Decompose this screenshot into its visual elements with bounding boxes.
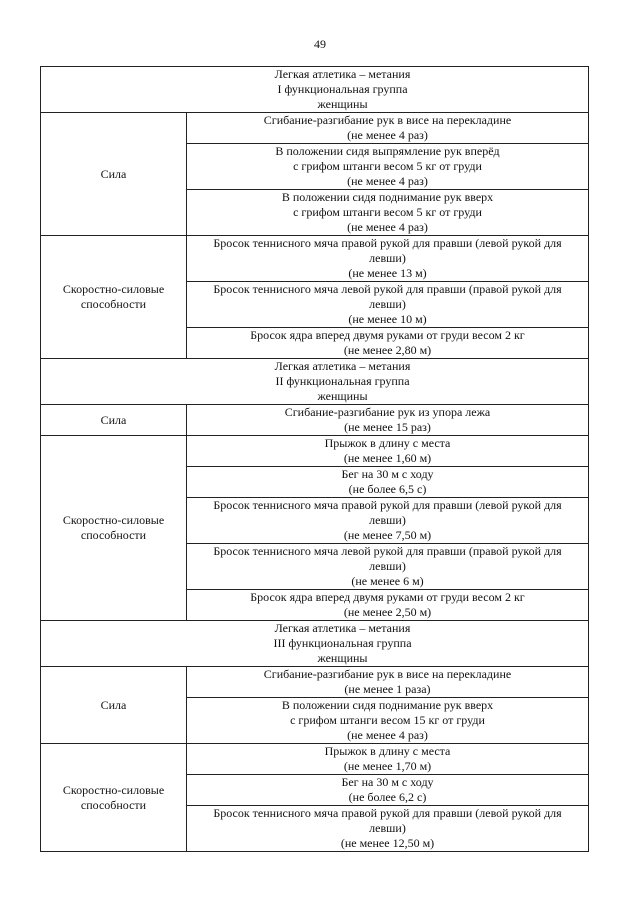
- test-cell: [187, 590, 589, 621]
- test-cell: [187, 405, 589, 436]
- test-text-line: левши): [369, 821, 406, 835]
- section-header-row: [41, 67, 589, 113]
- test-text-line: (не менее 4 раз): [347, 128, 428, 142]
- test-cell: [187, 744, 589, 775]
- test-text-line: Сгибание-разгибание рук из упора лежа: [284, 405, 491, 419]
- test-text-line: левши): [369, 513, 406, 527]
- section-title-line: Легкая атлетика – метания: [274, 621, 411, 635]
- test-cell: [187, 436, 589, 467]
- section-title-line: женщины: [317, 651, 368, 665]
- test-text-line: (не менее 1,70 м): [343, 759, 432, 773]
- test-text-line: (не менее 15 раз): [344, 420, 431, 434]
- test-text-line: В положении сидя поднимание рук вверх: [281, 698, 494, 712]
- page-number: 49: [314, 37, 326, 51]
- table-row: [41, 667, 589, 698]
- section-header-row: [41, 621, 589, 667]
- test-cell: [187, 467, 589, 498]
- section-title: [41, 359, 589, 405]
- section-title-line: II функциональная группа: [275, 374, 410, 388]
- test-cell: [187, 498, 589, 544]
- norms-table-body: [41, 67, 589, 852]
- category-name-line: способности: [80, 297, 147, 311]
- test-text-line: Прыжок в длину с места: [324, 436, 451, 450]
- test-text-line: (не менее 2,80 м): [343, 343, 432, 357]
- test-text-line: В положении сидя выпрямление рук вперёд: [275, 144, 500, 158]
- test-text-line: Прыжок в длину с места: [324, 744, 451, 758]
- test-text-line: (не более 6,5 с): [348, 482, 427, 496]
- test-text-line: левши): [369, 251, 406, 265]
- test-text-line: (не менее 2,50 м): [343, 605, 432, 619]
- test-text-line: (не менее 12,50 м): [340, 836, 435, 850]
- test-cell: [187, 144, 589, 190]
- test-text-line: левши): [369, 297, 406, 311]
- test-cell: [187, 806, 589, 852]
- test-text-line: (не менее 7,50 м): [343, 528, 432, 542]
- test-cell: [187, 698, 589, 744]
- test-text-line: Бросок теннисного мяча правой рукой для правши (левой рукой для: [213, 236, 562, 250]
- test-cell: [187, 236, 589, 282]
- test-text-line: Бросок теннисного мяча правой рукой для правши (левой рукой для: [213, 498, 562, 512]
- category-name-line: способности: [80, 528, 147, 542]
- norms-table: [40, 66, 589, 852]
- table-row: [41, 436, 589, 467]
- category-cell: [41, 436, 187, 621]
- category-name-line: Сила: [100, 166, 127, 181]
- section-title-line: женщины: [317, 97, 368, 111]
- test-text-line: Сгибание-разгибание рук в висе на перекладине: [263, 667, 512, 681]
- test-text-line: Бег на 30 м с ходу: [341, 775, 434, 789]
- test-text-line: Сгибание-разгибание рук в висе на перекладине: [263, 113, 512, 127]
- test-text-line: (не менее 6 м): [351, 574, 424, 588]
- test-text-line: Бросок теннисного мяча левой рукой для правши (правой рукой для: [213, 544, 562, 558]
- category-cell: [41, 405, 187, 436]
- section-title-line: Легкая атлетика – метания: [274, 67, 411, 81]
- test-cell: [187, 775, 589, 806]
- section-title-line: I функциональная группа: [277, 82, 408, 96]
- category-cell: [41, 744, 187, 852]
- section-title-line: Легкая атлетика – метания: [274, 359, 411, 373]
- category-cell: [41, 236, 187, 359]
- category-cell: [41, 667, 187, 744]
- test-text-line: с грифом штанги весом 5 кг от груди: [293, 159, 482, 173]
- test-text-line: (не менее 10 м): [348, 312, 427, 326]
- category-cell: [41, 113, 187, 236]
- test-text-line: (не менее 1 раза): [344, 682, 431, 696]
- table-row: [41, 405, 589, 436]
- test-text-line: левши): [369, 559, 406, 573]
- table-row: [41, 744, 589, 775]
- test-text-line: (не менее 4 раз): [347, 174, 428, 188]
- test-cell: [187, 328, 589, 359]
- table-row: [41, 236, 589, 282]
- category-name-line: Скоростно-силовые: [62, 282, 165, 296]
- test-text-line: с грифом штанги весом 15 кг от груди: [290, 713, 485, 727]
- test-cell: [187, 544, 589, 590]
- test-text-line: Бросок теннисного мяча левой рукой для правши (правой рукой для: [213, 282, 562, 296]
- category-name-line: Сила: [100, 697, 127, 712]
- test-text-line: Бросок ядра вперед двумя руками от груди весом 2 кг: [250, 328, 525, 342]
- category-name-line: Сила: [100, 412, 127, 427]
- table-row: [41, 113, 589, 144]
- test-cell: [187, 667, 589, 698]
- category-name-line: способности: [80, 797, 147, 812]
- test-text-line: Бег на 30 м с ходу: [341, 467, 434, 481]
- category-name-line: Скоростно-силовые: [62, 513, 165, 527]
- test-text-line: В положении сидя поднимание рук вверх: [281, 190, 494, 204]
- test-cell: [187, 282, 589, 328]
- category-name-line: Скоростно-силовые: [62, 782, 165, 797]
- test-text-line: (не менее 4 раз): [347, 220, 428, 234]
- test-text-line: (не менее 1,60 м): [343, 451, 432, 465]
- test-text-line: (не менее 13 м): [348, 266, 427, 280]
- test-text-line: с грифом штанги весом 5 кг от груди: [293, 205, 482, 219]
- section-title-line: женщины: [317, 389, 368, 403]
- test-text-line: (не более 6,2 с): [348, 790, 427, 804]
- section-title: [41, 621, 589, 667]
- test-text-line: Бросок ядра вперед двумя руками от груди весом 2 кг: [250, 590, 525, 604]
- test-cell: [187, 113, 589, 144]
- section-title: [41, 67, 589, 113]
- test-text-line: (не менее 4 раз): [347, 728, 428, 742]
- section-title-line: III функциональная группа: [273, 636, 412, 650]
- test-text-line: Бросок теннисного мяча правой рукой для правши (левой рукой для: [213, 806, 562, 820]
- test-cell: [187, 190, 589, 236]
- section-header-row: [41, 359, 589, 405]
